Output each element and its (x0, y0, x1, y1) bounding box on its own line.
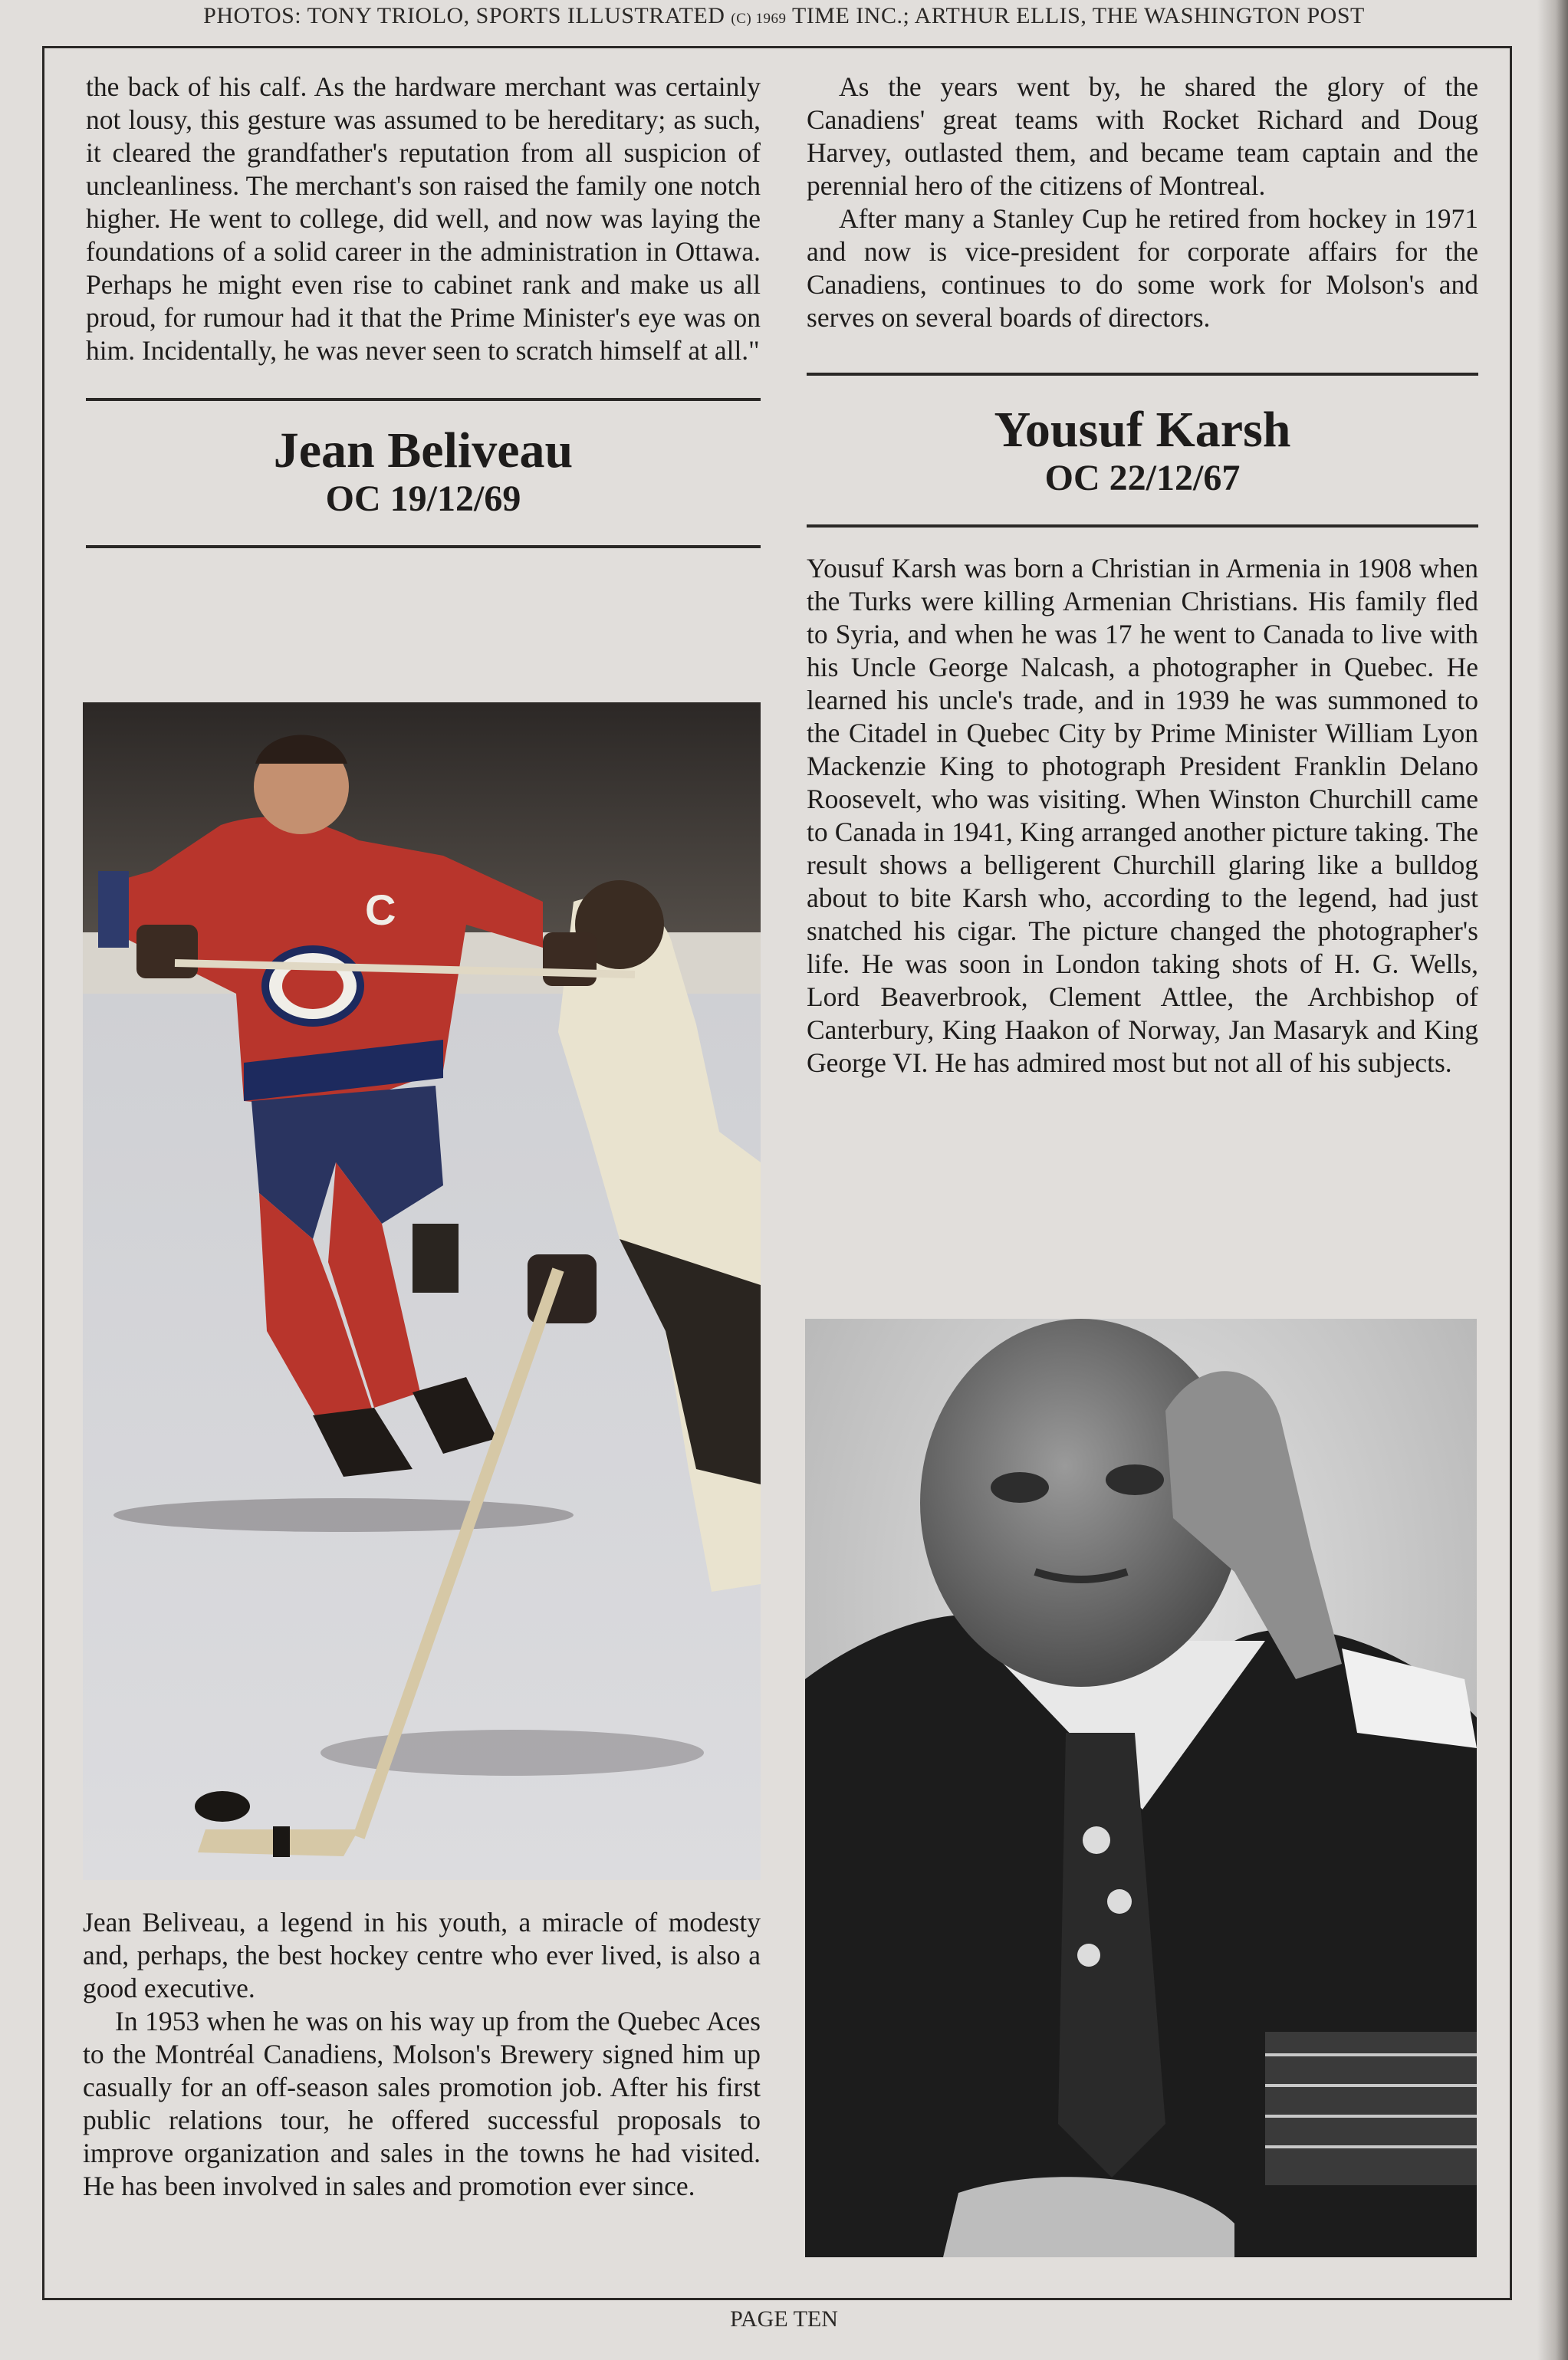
photo-credit-rest: TIME INC.; ARTHUR ELLIS, THE WASHINGTON POST (791, 3, 1365, 28)
beliveau-hockey-photo (83, 702, 761, 1880)
beliveau-continued-paragraph-2: After many a Stanley Cup he retired from hockey in 1971 and now is vice-president for corporate affairs for the Canadiens, continues to do some work for Molson's and serves on several boards of directors. (807, 203, 1478, 333)
portrait-photo-illustration (805, 1319, 1477, 2257)
karsh-section-title: Yousuf Karsh (994, 402, 1291, 458)
section-rule-top (86, 398, 761, 401)
jersey-captain-letter: C (365, 886, 396, 934)
karsh-rule-bottom (807, 524, 1478, 528)
beliveau-section-title: Jean Beliveau (273, 422, 574, 478)
karsh-award-date: OC 22/12/67 (1044, 458, 1241, 498)
beliveau-paragraph-2: In 1953 when he was on his way up from the Quebec Aces to the Montréal Canadiens, Molson's Brewery signed him up casually for an off-season sales promotion job. After his first public relations tour, he offered successful proposals to improve organization and sales in the towns he had visited. He has been involved in sales and promotion ever since. (83, 2006, 761, 2201)
photo-credit-main: PHOTOS: TONY TRIOLO, SPORTS ILLUSTRATED (203, 3, 725, 28)
hockey-photo-illustration (83, 702, 761, 1880)
section-rule-bottom (86, 545, 761, 548)
karsh-portrait-photo (805, 1319, 1477, 2257)
beliveau-paragraph-1: Jean Beliveau, a legend in his youth, a miracle of modesty and, perhaps, the best hockey centre who ever lived, is also a good executive. (83, 1907, 761, 2003)
photo-credit-line (0, 3, 1568, 29)
beliveau-heading (86, 422, 761, 519)
beliveau-award-date: OC 19/12/69 (325, 478, 521, 519)
right-column (807, 71, 1478, 1080)
page-number: PAGE TEN (730, 2306, 838, 2332)
left-column (86, 71, 761, 548)
karsh-rule-top (807, 373, 1478, 376)
beliveau-article-body (83, 1906, 761, 2203)
karsh-paragraph: Yousuf Karsh was born a Christian in Armenia in 1908 when the Turks were killing Armenian Christians. His family fled to Syria, and when he was 17 he went to Canada to live with his Uncle George Nalcash, a photographer in Quebec. He learned his uncle's trade, and in 1939 he was summoned to the Citadel in Quebec City by Prime Minister William Lyon Mackenzie King to photograph President Franklin Delano Roosevelt, who was visiting. When Winston Churchill came to Canada in 1941, King arranged another picture taking. The result shows a belligerent Churchill glaring like a bulldog about to bite Karsh who, according to the legend, had just snatched his cigar. The picture changed the photographer's life. He was soon in London taking shots of H. G. Wells, Lord Beaverbrook, Clement Attlee, the Archbishop of Canterbury, King Haakon of Norway, Jan Masaryk and King George VI. He has admired most but not all of his subjects. (807, 553, 1478, 1078)
photo-credit-copyright: (C) 1969 (731, 11, 787, 27)
continued-article-text: the back of his calf. As the hardware merchant was certainly not lousy, this gesture was assumed to be hereditary; as such, it cleared the grandfather's reputation from all suspicion of uncleanliness. The merchant's son raised the family one notch higher. He went to college, did well, and now was laying the foundations of a solid career in the administration in Ottawa. Perhaps he might even rise to cabinet rank and make us all proud, for rumour had it that the Prime Minister's eye was on him. Incidentally, he was never seen to scratch himself at all." (86, 71, 761, 366)
beliveau-continued-paragraph-1: As the years went by, he shared the glory of the Canadiens' great teams with Rocket Richard and Doug Harvey, outlasted them, and became team captain and the perennial hero of the citizens of Montreal. (807, 71, 1478, 201)
karsh-heading (807, 402, 1478, 498)
binding-edge-shadow (1537, 0, 1568, 2360)
